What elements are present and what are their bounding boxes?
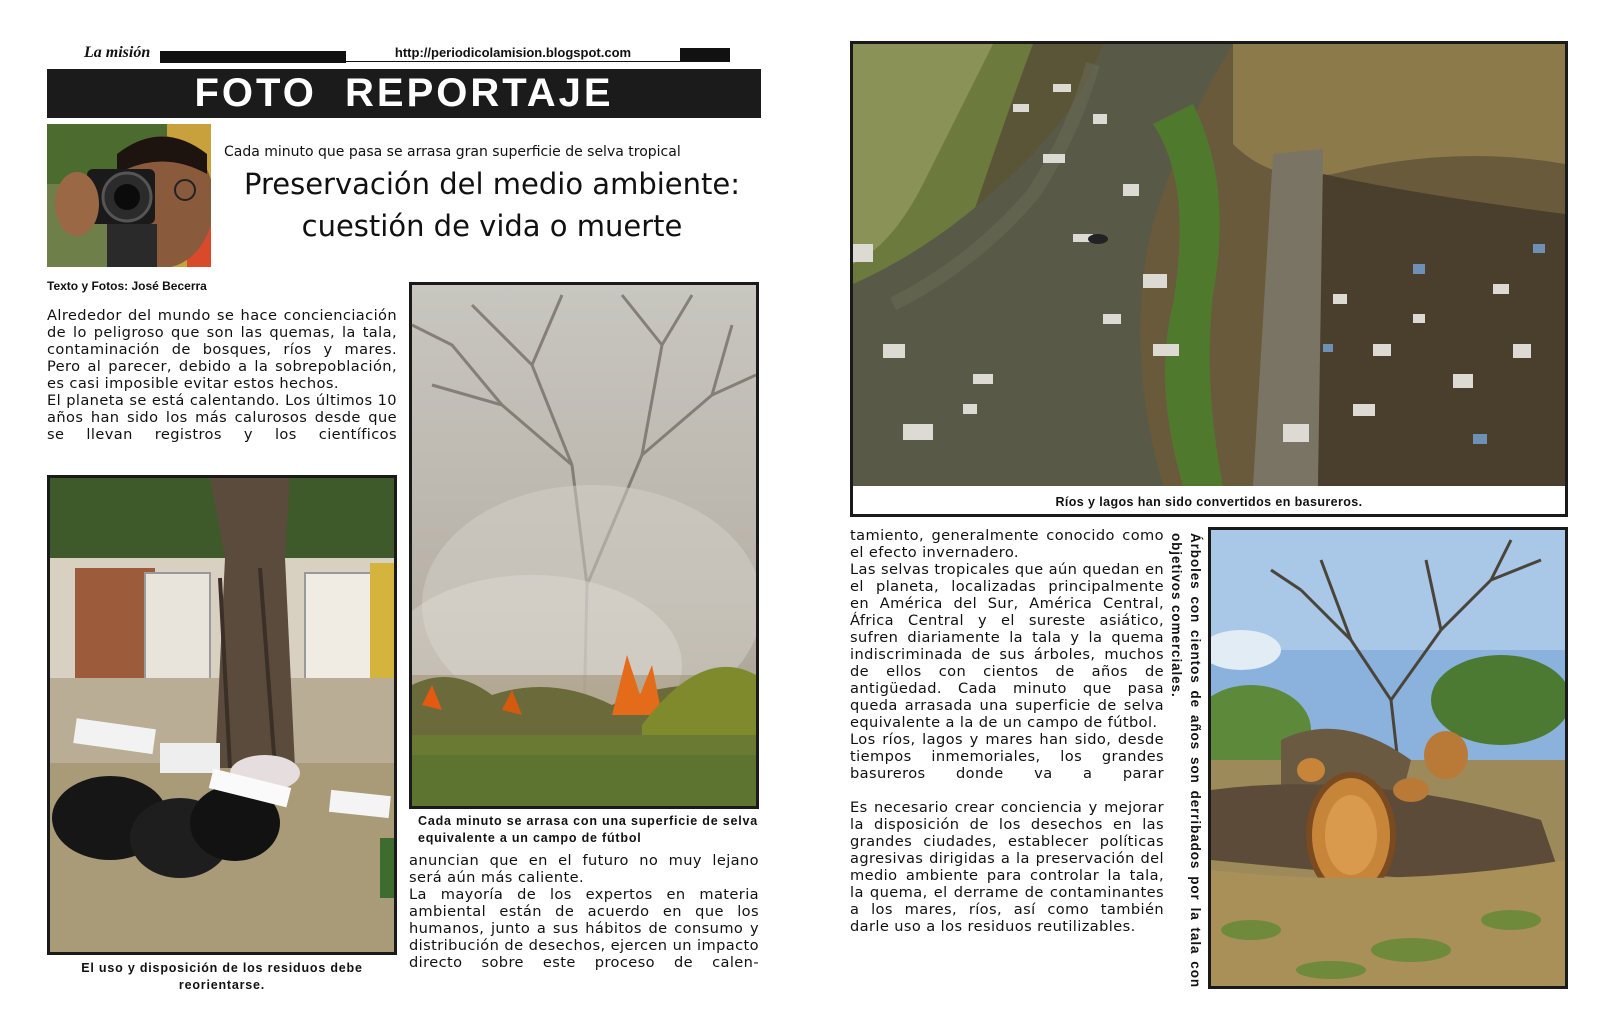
article-kicker: Cada minuto que pasa se arrasa gran superficie de selva tropical [224, 144, 681, 160]
paragraph: El planeta se está calentando. Los últimos 10 años han sido los más calurosos desde que se llevan registros y los científicos [47, 392, 397, 443]
article-column-3 [850, 527, 1164, 935]
river-photo-caption: Ríos y lagos han sido convertidos en basureros. [1055, 495, 1363, 509]
felled-trees-photo [1208, 527, 1568, 989]
paragraph: Alrededor del mundo se hace concienciación de lo peligroso que son las quemas, la tala, contaminación de bosques, ríos y mares. Pero al parecer, debido a la sobrepoblación, es casi imposible evitar estos hechos. [47, 307, 397, 392]
paragraph: Las selvas tropicales que aún quedan en el planeta, localizadas principalmente en América del Sur, América Central, África Central y el sureste asiático, sufren diariamente la tala y la quema indiscriminada de sus árboles, muchos de ellos con cientos de años de antigüedad. Cada minuto que pasa queda arrasada una superficie de selva equivalente a la de un campo de fútbol. [850, 561, 1164, 731]
fire-photo-caption: Cada minuto se arrasa con una superficie de selva equivalente a un campo de fútbol [418, 814, 759, 845]
garbage-photo [47, 475, 397, 955]
paragraph: anuncian que en el futuro no muy lejano será aún más caliente. [409, 852, 759, 886]
headline-line-1: Preservación del medio ambiente: [244, 167, 740, 201]
trees-photo-caption-frame [1167, 533, 1205, 988]
paragraph: Los ríos, lagos y mares han sido, desde tiempos inmemoriales, los grandes basureros donde va a parar [850, 731, 1164, 782]
paragraph: tamiento, generalmente conocido como el efecto invernadero. [850, 527, 1164, 561]
river-photo [850, 41, 1568, 486]
article-byline: Texto y Fotos: José Becerra [47, 279, 207, 293]
paragraph-spacer [850, 782, 1164, 799]
article-headline [222, 163, 762, 247]
trees-photo-caption: Árboles con cientos de años son derribados por la tala con objetivos comerciales. [1169, 533, 1203, 988]
photographer-portrait [47, 124, 211, 267]
garbage-photo-caption: El uso y disposición de los residuos debe reorientarse. [81, 961, 363, 992]
headline-line-2: cuestión de vida o muerte [301, 209, 683, 243]
publication-name: La misión [84, 44, 151, 61]
fire-photo [409, 282, 759, 809]
article-column-2 [409, 852, 759, 971]
masthead-rule-left [160, 51, 346, 63]
paragraph: La mayoría de los expertos en materia ambiental están de acuerdo en que los humanos, junto a sus hábitos de consumo y distribución de desechos, ejercen un impacto directo sobre este proceso de calen- [409, 886, 759, 971]
paragraph: Es necesario crear conciencia y mejorar la disposición de los desechos en las grandes ciudades, establecer políticas agresivas dirigidas a la preservación del medio ambiente para controlar la tala, la quema, el derrame de contaminantes a los mares, ríos, así como también darle uso a los residuos reutilizables. [850, 799, 1164, 935]
masthead-rule-right [680, 48, 730, 62]
section-banner: FOTO REPORTAJE [47, 69, 761, 118]
blog-url[interactable]: http://periodicolamision.blogspot.com [394, 45, 632, 60]
article-column-1 [47, 307, 397, 443]
